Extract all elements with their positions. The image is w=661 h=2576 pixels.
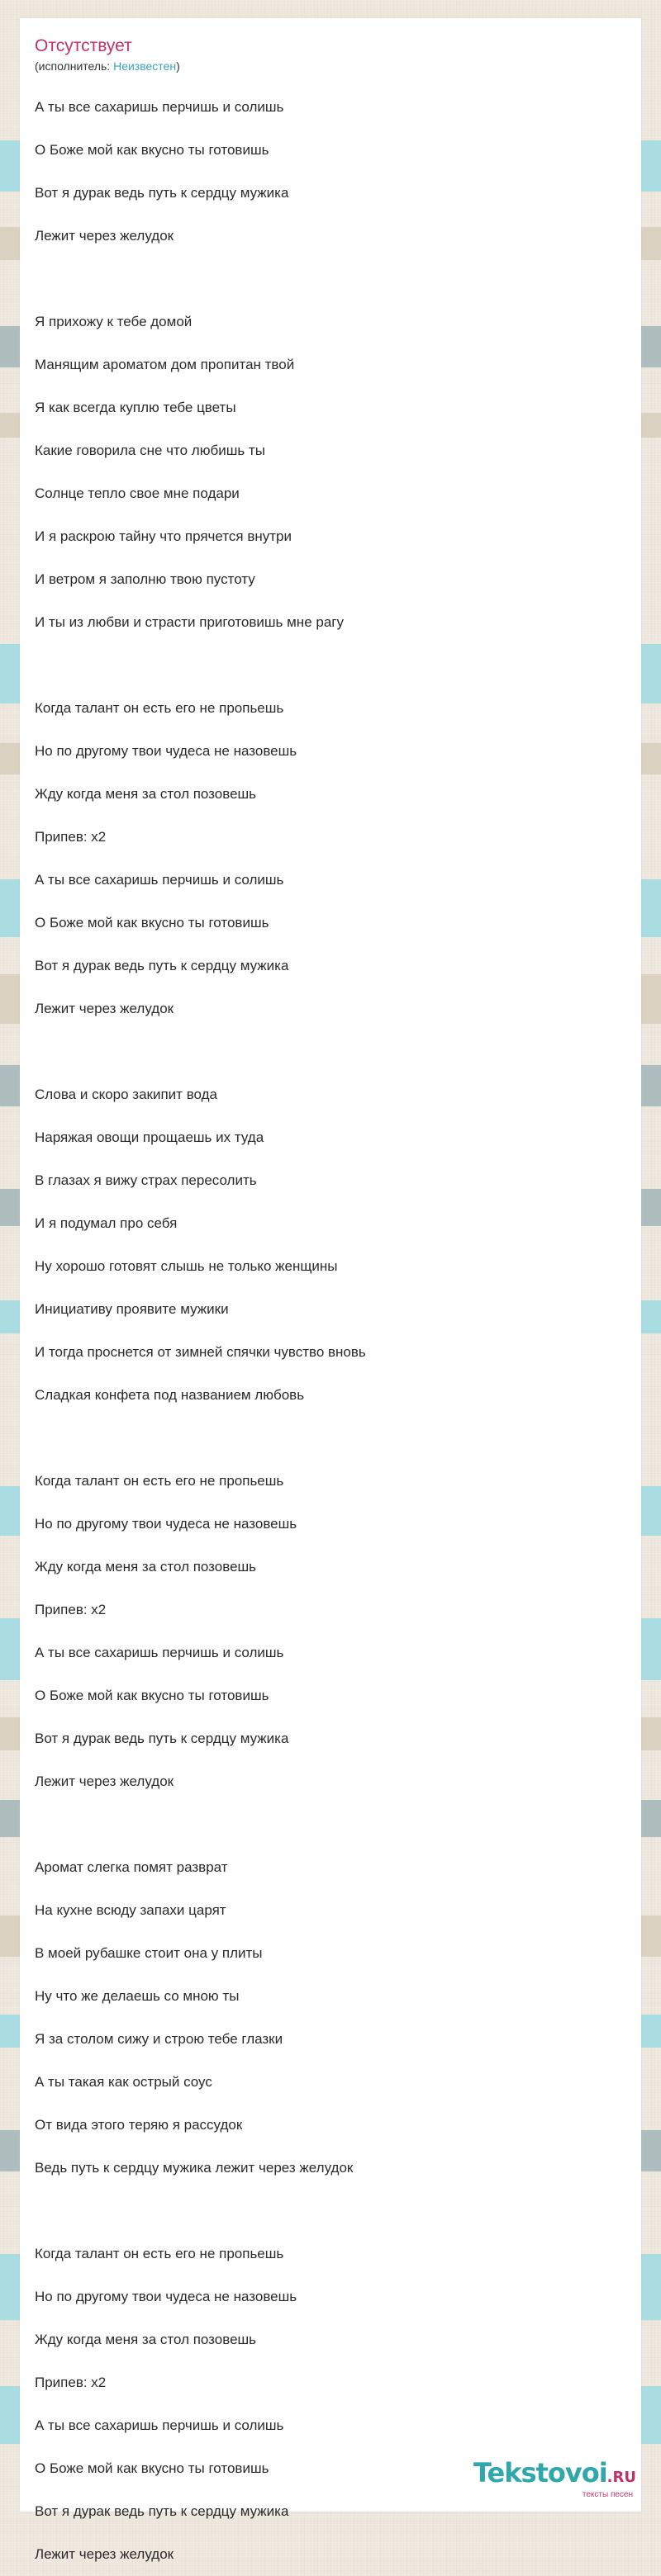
lyric-line: И тогда проснется от зимней спячки чувство вновь: [35, 1344, 366, 1360]
logo-wordmark: [473, 2459, 636, 2492]
lyric-line: Жду когда меня за стол позовешь: [35, 1559, 257, 1574]
song-title: Отсутствует: [35, 36, 132, 55]
lyric-blank-line: [35, 1417, 613, 1460]
logo-tagline: тексты песен: [582, 2490, 633, 2499]
lyric-line: Когда талант он есть его не пропьешь: [35, 2246, 284, 2261]
lyric-blank-line: [35, 258, 613, 301]
lyric-line: Я прихожу к тебе домой: [35, 314, 193, 329]
lyric-line: Жду когда меня за стол позовешь: [35, 2332, 257, 2347]
lyric-line: И я подумал про себя: [35, 1215, 178, 1231]
lyric-line: На кухне всюду запахи царят: [35, 1902, 226, 1918]
lyric-blank-line: [35, 1030, 613, 1073]
lyric-line: Наряжая овощи прощаешь их туда: [35, 1129, 264, 1145]
lyric-line: О Боже мой как вкусно ты готовишь: [35, 915, 269, 930]
lyric-line: Вот я дурак ведь путь к сердцу мужика: [35, 185, 289, 201]
lyric-line: Но по другому твои чудеса не назовешь: [35, 2289, 297, 2304]
lyric-line: Солнце тепло свое мне подари: [35, 485, 240, 501]
artist-suffix: ): [176, 59, 180, 73]
lyric-line: Припев: x2: [35, 829, 107, 845]
lyric-line: От вида этого теряю я рассудок: [35, 2117, 243, 2133]
lyric-line: Лежит через желудок: [35, 228, 174, 244]
lyric-line: О Боже мой как вкусно ты готовишь: [35, 1688, 269, 1703]
lyrics-body: [35, 86, 613, 2576]
lyric-line: Вот я дурак ведь путь к сердцу мужика: [35, 2503, 289, 2519]
lyric-line: Аромат слегка помят разврат: [35, 1859, 228, 1875]
lyric-line: В глазах я вижу страх пересолить: [35, 1172, 257, 1188]
lyric-line: Но по другому твои чудеса не назовешь: [35, 743, 297, 759]
lyric-line: Манящим ароматом дом пропитан твой: [35, 357, 295, 372]
lyric-line: О Боже мой как вкусно ты готовишь: [35, 2460, 269, 2476]
lyric-line: Припев: x2: [35, 1602, 107, 1617]
lyric-line: Припев: x2: [35, 2375, 107, 2390]
lyric-line: Я за столом сижу и строю тебе глазки: [35, 2031, 283, 2047]
artist-line: [35, 59, 180, 73]
logo-name: Tekstovoi: [473, 2457, 607, 2488]
lyric-line: Когда талант он есть его не пропьешь: [35, 700, 284, 716]
lyric-line: Лежит через желудок: [35, 1001, 174, 1016]
lyric-line: Сладкая конфета под названием любовь: [35, 1387, 305, 1403]
lyric-line: Ну хорошо готовят слышь не только женщины: [35, 1258, 338, 1274]
lyric-blank-line: [35, 2190, 613, 2233]
lyric-line: А ты все сахаришь перчишь и солишь: [35, 2417, 284, 2433]
lyric-line: Когда талант он есть его не пропьешь: [35, 1473, 284, 1489]
lyric-line: О Боже мой как вкусно ты готовишь: [35, 142, 269, 158]
lyric-line: И ветром я заполню твою пустоту: [35, 571, 255, 587]
lyrics-card: [20, 18, 641, 2562]
lyric-line: Лежит через желудок: [35, 1773, 174, 1789]
site-logo[interactable]: [473, 2459, 636, 2500]
lyric-line: А ты все сахаришь перчишь и солишь: [35, 1645, 284, 1660]
lyric-line: И ты из любви и страсти приготовишь мне рагу: [35, 614, 344, 630]
lyric-line: Я как всегда куплю тебе цветы: [35, 400, 236, 415]
lyric-line: В моей рубашке стоит она у плиты: [35, 1945, 263, 1961]
lyric-line: Вот я дурак ведь путь к сердцу мужика: [35, 958, 289, 973]
logo-tld: .RU: [606, 2469, 636, 2486]
artist-prefix: (исполнитель:: [35, 59, 114, 73]
lyric-line: Вот я дурак ведь путь к сердцу мужика: [35, 1731, 289, 1746]
lyric-line: А ты все сахаришь перчишь и солишь: [35, 99, 284, 115]
lyric-line: А ты такая как острый соус: [35, 2074, 212, 2090]
lyric-line: И я раскрою тайну что прячется внутри: [35, 528, 292, 544]
lyric-line: Ведь путь к сердцу мужика лежит через желудок: [35, 2160, 354, 2176]
lyric-line: Но по другому твои чудеса не назовешь: [35, 1516, 297, 1532]
lyric-blank-line: [35, 1803, 613, 1846]
lyric-line: Слова и скоро закипит вода: [35, 1087, 217, 1102]
lyric-line: Жду когда меня за стол позовешь: [35, 786, 257, 802]
lyric-line: Лежит через желудок: [35, 2546, 174, 2562]
lyric-line: А ты все сахаришь перчишь и солишь: [35, 872, 284, 888]
lyric-line: Инициативу проявите мужики: [35, 1301, 229, 1317]
lyric-blank-line: [35, 644, 613, 687]
artist-link[interactable]: Неизвестен: [113, 59, 177, 73]
lyric-line: Ну что же делаешь со мною ты: [35, 1988, 240, 2004]
lyric-line: Какие говорила сне что любишь ты: [35, 443, 265, 458]
